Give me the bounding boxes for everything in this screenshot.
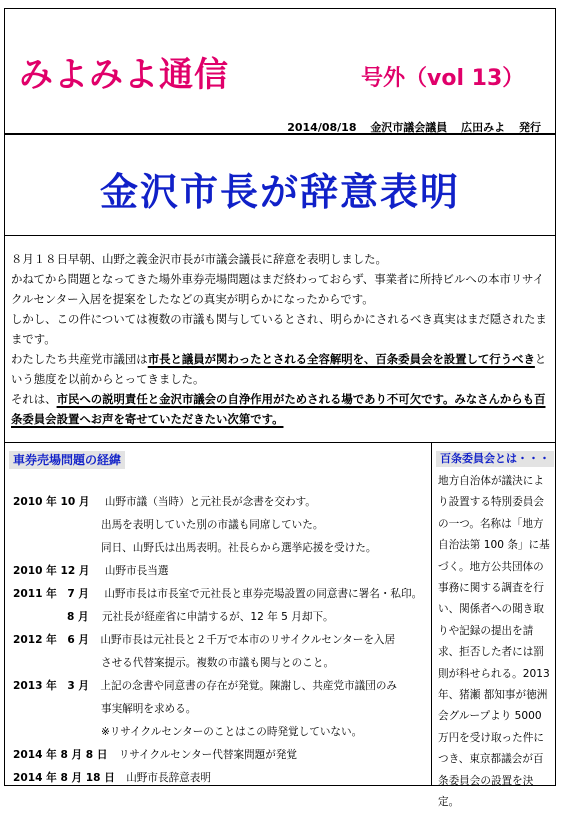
author-name: 広田みよ (461, 121, 506, 134)
intro-text: という態度を以前からとってきました。 (11, 352, 547, 386)
newsletter-page (4, 8, 556, 809)
sidebar-title: 百条委員会とは・・・ (436, 451, 554, 467)
intro-text: わたしたち共産党市議団は (11, 352, 148, 366)
timeline-date: 2013 年 3 月 (13, 680, 90, 692)
author-affiliation: 金沢市議会議員 (370, 121, 448, 134)
timeline-row (101, 725, 362, 739)
publish-label: 発行 (519, 121, 541, 134)
timeline-row (13, 587, 422, 601)
timeline-date: 8 月 (67, 611, 89, 623)
timeline-row (13, 633, 395, 647)
timeline-text: 山野市長辞意表明 (126, 772, 211, 784)
sidebar-definition (432, 443, 555, 809)
timeline-text: 上記の念書や同意書の存在が発覚。陳謝し、共産党市議団のみ (100, 680, 398, 692)
timeline-row (13, 564, 168, 578)
intro-paragraph: ８月１８日早朝、山野之義金沢市長が市議会議長に辞意を表明しました。 (11, 252, 387, 266)
publish-date: 2014/08/18 (287, 121, 357, 134)
intro-paragraph (11, 349, 549, 389)
timeline-date: 2010 年 10 月 (13, 496, 90, 508)
timeline-text: 山野市長は元社長と２千万で本市のリサイクルセンターを入居 (100, 634, 396, 646)
timeline-date: 2012 年 6 月 (13, 634, 90, 646)
timeline-text: 山野市議（当時）と元社長が念書を交わす。 (104, 496, 316, 508)
timeline-row (101, 541, 376, 555)
issue-number: 号外（vol 13） (361, 66, 525, 91)
intro-section (5, 237, 555, 443)
newsletter-title: みよみよ通信 (19, 55, 229, 95)
timeline-text: 山野市長当選 (104, 565, 169, 577)
timeline-text: ※リサイクルセンターのことはこの時発覚していない。 (101, 726, 363, 738)
timeline-text: 山野市長は市長室で元社長と車券売場設置の同意書に署名・私印。 (104, 588, 423, 600)
timeline-date: 2014 年 8 月 8 日 (13, 749, 108, 761)
timeline-row (67, 610, 334, 624)
timeline-date: 2010 年 12 月 (13, 565, 90, 577)
emphasis-text: 市民への説明責任と金沢市議会の自浄作用がためされる場であり不可欠です。みなさんからも百条委員会設置へお声を寄せていただきたい次第です。 (11, 392, 546, 426)
intro-text: それは、 (11, 392, 57, 406)
timeline-row (101, 518, 323, 532)
timeline-text: させる代替案提示。複数の市議も関与とのこと。 (101, 657, 335, 669)
timeline-row (13, 679, 397, 693)
history-title: 車券売場問題の経緯 (9, 451, 125, 469)
sidebar-body: 地方自治体が議決により設置する特別委員会の一つ。名称は「地方自治法第 100 条」に基づく。地方公共団体の事務に関する調査を行い、関係者への聞き取りや記録の提出を請求、拒否した者には罰則が科せられる。2013 年、猪瀬 都知事が徳洲会グループより 5000 万円を受け取った件につき、東京都議会が百条委員会の設置を決定。 (438, 475, 550, 809)
history-section (5, 443, 432, 785)
masthead (5, 9, 555, 135)
headline-box (5, 135, 555, 236)
timeline-row (13, 771, 211, 785)
timeline-row (13, 495, 316, 509)
timeline-date: 2014 年 8 月 18 日 (13, 772, 115, 784)
timeline-text: 事実解明を求める。 (101, 703, 197, 715)
headline: 金沢市長が辞意表明 (99, 170, 460, 214)
intro-paragraph: かねてから問題となってきた場外車券売場問題はまだ終わっておらず、事業者に所持ビルへの本市リサイクルセンター入居を提案をしたなどの真実が明らかになったからです。 (11, 272, 545, 306)
timeline-date: 2011 年 7 月 (13, 588, 90, 600)
intro-paragraph (11, 389, 549, 429)
timeline-row (101, 656, 334, 670)
timeline-text: リサイクルセンター代替案問題が発覚 (118, 749, 298, 761)
emphasis-text: 市長と議員が関わったとされる全容解明を、百条委員会を設置して行うべき (147, 352, 535, 366)
intro-paragraph: しかし、この件については複数の市議も関与しているとされ、明らかにされるべき真実はまだ隠されたままです。 (11, 312, 547, 346)
timeline-text: 出馬を表明していた別の市議も同席していた。 (101, 519, 324, 531)
timeline-text: 同日、山野氏は出馬表明。社長らから選挙応援を受けた。 (101, 542, 377, 554)
byline (277, 119, 541, 135)
timeline-text: 元社長が経産省に申請するが、12 年 5 月却下。 (102, 611, 334, 623)
timeline-row (101, 702, 196, 716)
timeline-row (13, 748, 297, 762)
